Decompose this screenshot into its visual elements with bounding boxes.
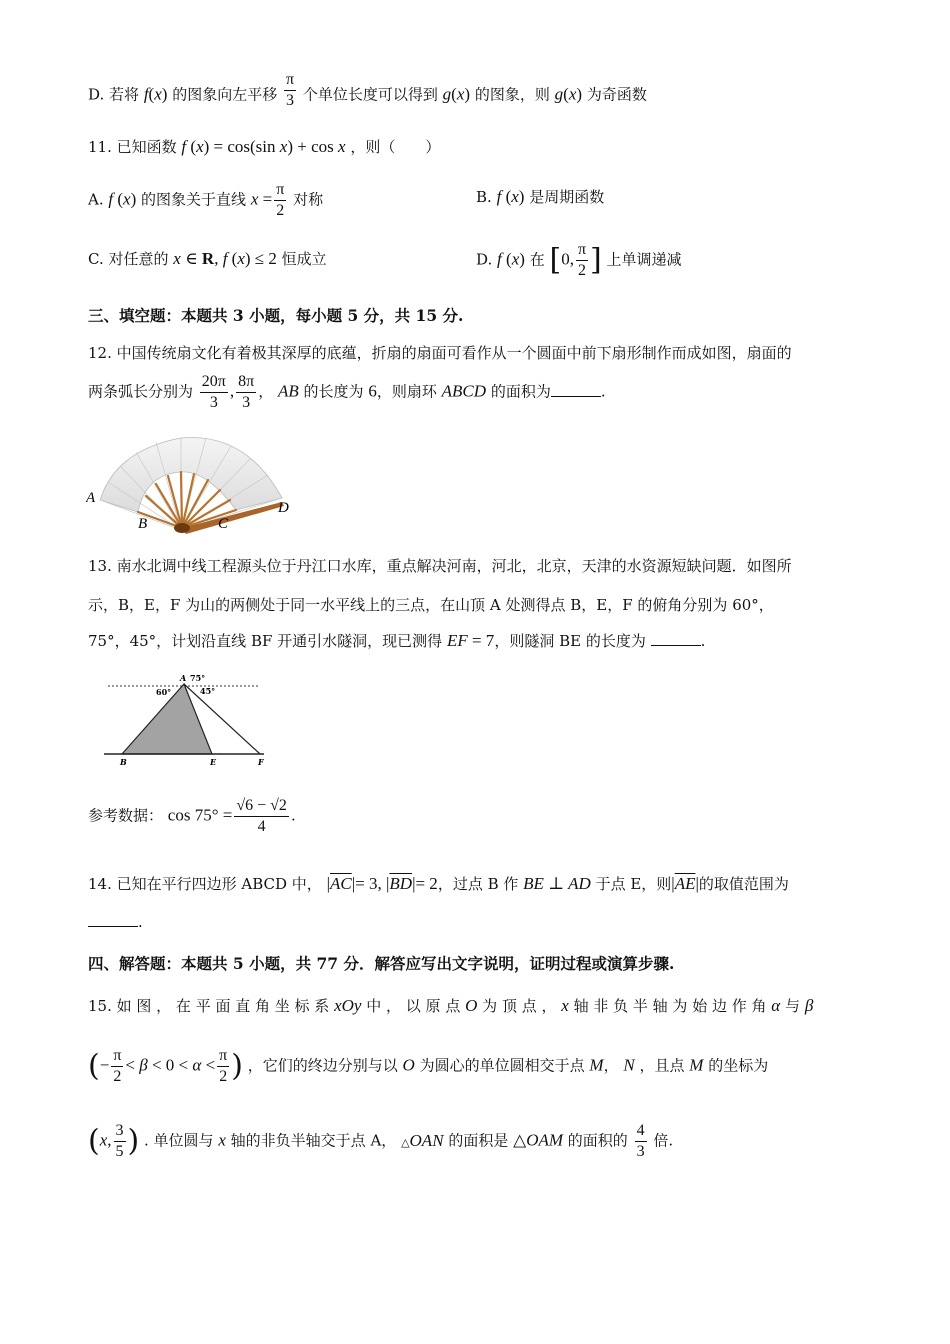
point-e-label: E	[210, 757, 217, 767]
fraction-pi-2: $\frac{\pi}{2}$	[276, 181, 285, 219]
fan-label-c: C	[218, 516, 229, 532]
q11-option-c: C. 对任意的 x ∈ R, f (x) ≤ 2 恒成立	[88, 249, 327, 268]
q12-line-2: 两条弧长分别为 $\frac{20\pi}{3}$ , $\frac{8\pi}{3}$ ， AB 的长度为 6，则扇环 ABCD 的面积为 .	[88, 373, 606, 411]
q15-line-1: 15. 如 图 ， 在 平 面 直 角 坐 标 系 xOy 中 ， 以 原 点 O 为 顶 点 ， x 轴 非 负 半 轴 为 始 边 作 角 α 与 β	[88, 996, 814, 1015]
mountain-figure	[104, 670, 274, 768]
section-4-heading: 四、解答题：本题共 5 小题，共 77 分．解答应写出文字说明，证明过程或演算步骤.	[88, 954, 675, 973]
angle-45-label: 45°	[200, 686, 216, 696]
angle-60-label: 60°	[156, 687, 172, 697]
fraction-8pi-3: $\frac{8\pi}{3}$	[238, 373, 255, 411]
q14-line-1: 14. 已知在平行四边形 ABCD 中， $|\overline{AC}|= 3$, $|\overline{BD}|= 2$，过点 B 作 BE ⊥ AD 于点 E，则$|\overline{AE}|$的取值范围为	[88, 874, 789, 893]
point-f-label: F	[258, 757, 264, 767]
fraction-pi-2: $\frac{\pi}{2}$	[577, 241, 587, 279]
q13-line-2: 示，B，E，F 为山的两侧处于同一水平线上的三点，在山顶 A 处测得点 B，E，F 的俯角分别为 60°，	[88, 596, 774, 614]
fraction-4-3: $\frac{4}{3}$	[636, 1122, 645, 1160]
fraction-3-5: $\frac{3}{5}$	[115, 1122, 124, 1160]
fan-label-b: B	[138, 516, 148, 532]
fraction-pi-2: $\frac{\pi}{2}$	[219, 1047, 228, 1085]
answer-blank	[651, 631, 701, 646]
q11-option-b: B. f (x) 是周期函数	[476, 187, 605, 206]
point-b-label: B	[120, 757, 127, 767]
q13-reference-data: 参考数据： cos 75° = $\frac{√6 - √2}{4}$ .	[88, 797, 296, 835]
q13-line-1: 13. 南水北调中线工程源头位于丹江口水库，重点解决河南，河北，北京，天津的水资源短缺问题．如图所	[88, 557, 792, 575]
q11-option-d: D. f (x) 在 [0, $\frac{\pi}{2}$ ] 上单调递减	[476, 241, 682, 279]
fraction-pi-3: $\frac{\pi}{3}$	[286, 71, 295, 109]
fraction-20pi-3: $\frac{20\pi}{3}$	[201, 373, 226, 411]
answer-blank	[88, 912, 138, 927]
fraction-cos75: $\frac{√6 - √2}{4}$	[236, 797, 287, 835]
answer-blank	[551, 382, 601, 397]
fraction-pi-2: $\frac{\pi}{2}$	[113, 1047, 122, 1085]
q10-option-d: D. 若将 f(x) 的图象向左平移 $\frac{\pi}{3}$ 个单位长度可以得到 g(x) 的图象，则 g(x) 为奇函数	[88, 71, 647, 109]
fan-figure	[86, 430, 296, 540]
q11-stem: 11. 已知函数 f (x) = cos(sin x) + cos x ，则（ ）	[88, 137, 441, 156]
q14-line-2: .	[88, 912, 143, 932]
q15-line-2: (− $\frac{\pi}{2}$ < β < 0 < α < $\frac{\pi}{2}$ ) ，它们的终边分别与以 O 为圆心的单位圆相交于点 M， N ，且点 M 的坐标为	[88, 1047, 769, 1085]
q15-line-3: (x, $\frac{3}{5}$ ) . 单位圆与 x 轴的非负半轴交于点 A， △OAN 的面积是 △OAM 的面积的 $\frac{4}{3}$ 倍.	[88, 1122, 674, 1160]
fan-label-a: A	[86, 490, 96, 506]
q13-line-3: 75°，45°，计划沿直线 BF 开通引水隧洞，现已测得 EF = 7，则隧洞 BE 的长度为 .	[88, 631, 706, 650]
point-a-label: A	[180, 673, 187, 683]
section-3-heading: 三、填空题：本题共 3 小题，每小题 5 分，共 15 分.	[88, 306, 464, 325]
q11-option-a: A. f (x) 的图象关于直线 x = $\frac{\pi}{2}$ 对称	[88, 181, 324, 219]
angle-75-label: 75°	[190, 673, 206, 683]
q12-line-1: 12. 中国传统扇文化有着极其深厚的底蕴，折扇的扇面可看作从一个圆面中前下扇形制作而成如图，扇面的	[88, 344, 792, 362]
fan-label-d: D	[278, 500, 289, 516]
